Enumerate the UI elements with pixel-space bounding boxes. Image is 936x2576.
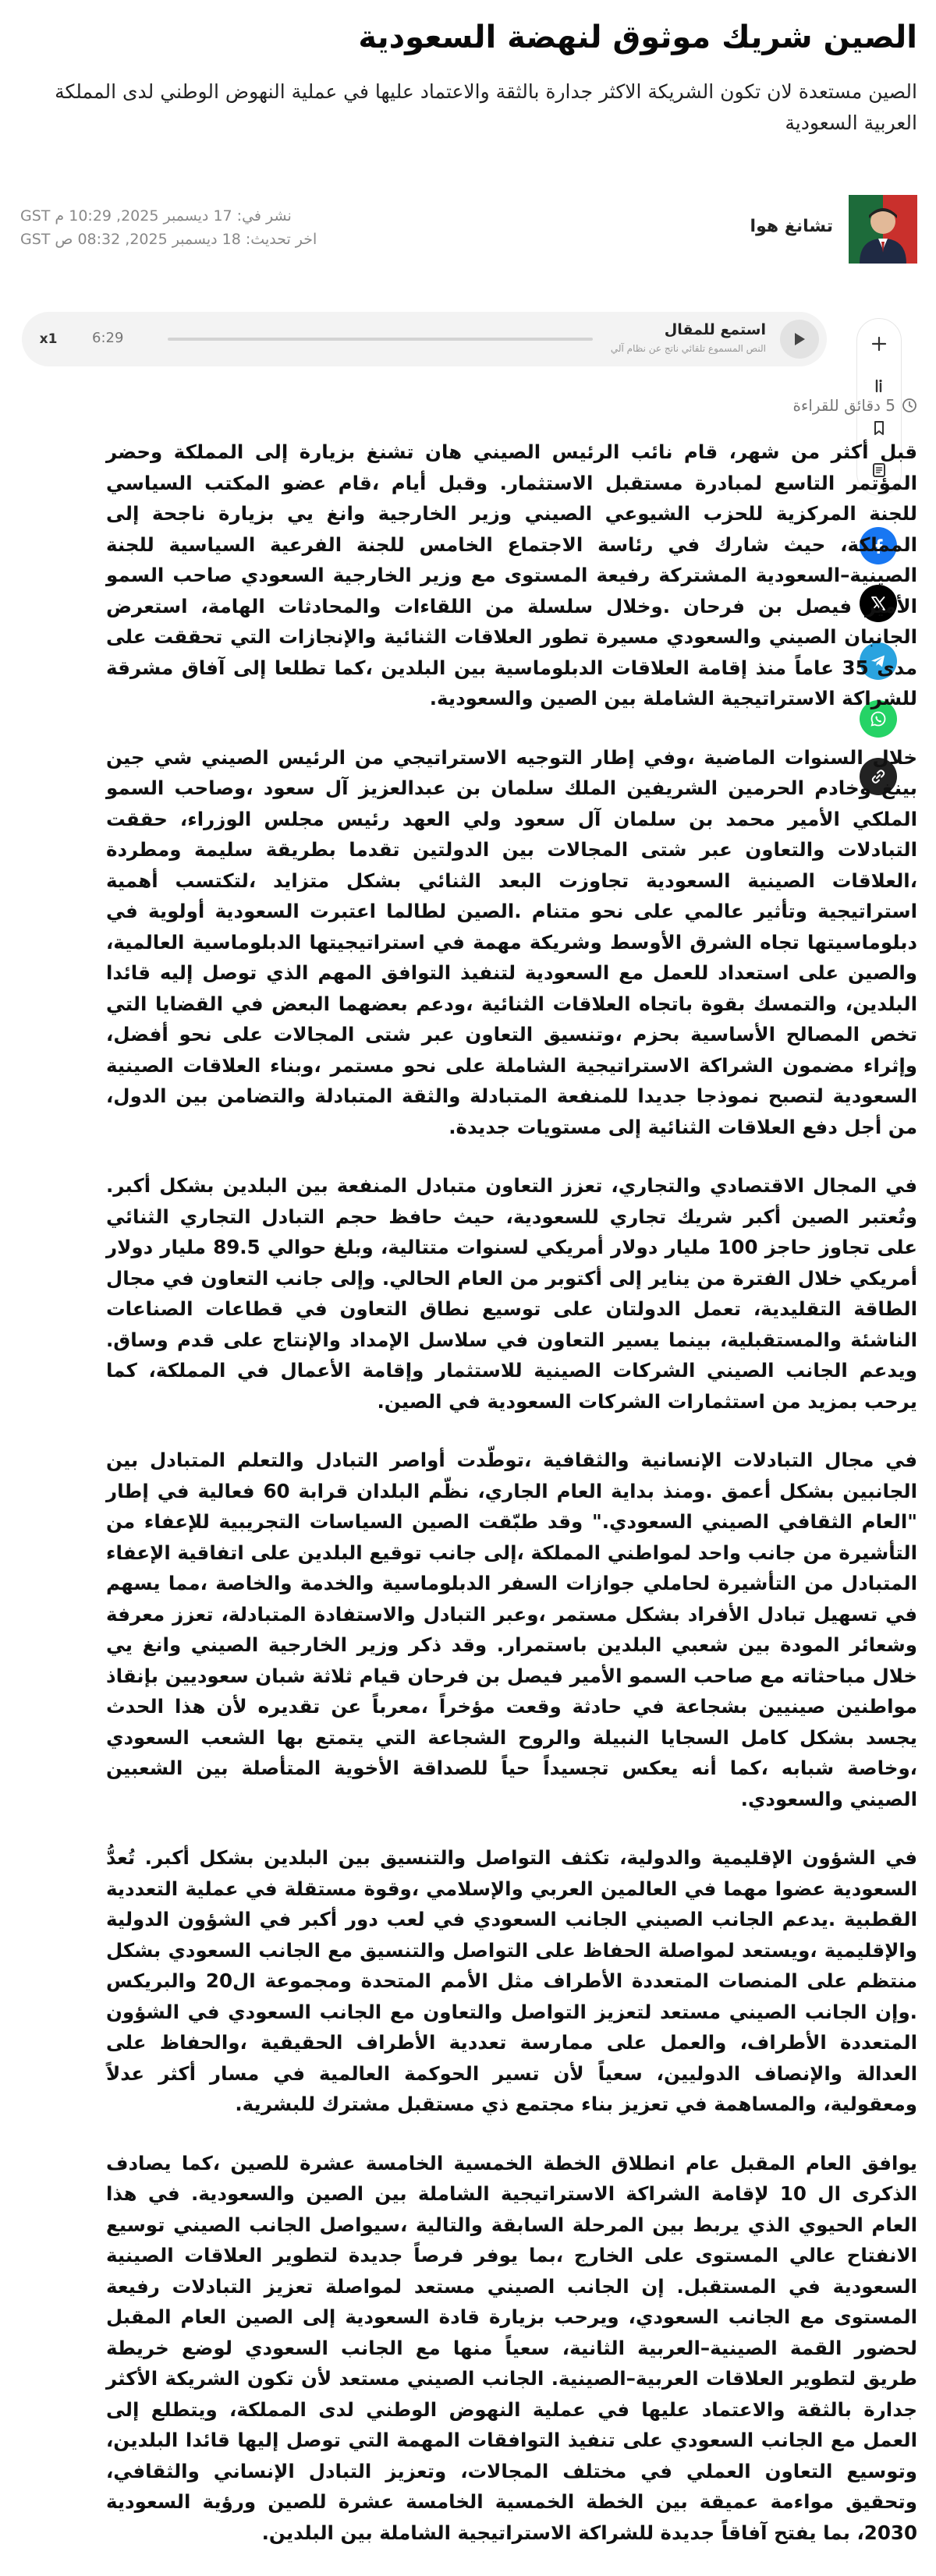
play-icon <box>792 331 807 348</box>
body-paragraph: في الشؤون الإقليمية والدولية، تكثف التواصل والتنسيق بين البلدين بشكل أكبر. تُعدُّ السعودية عضوا مهما في العالمين العربي والإسلامي ،وقوة مستقلة في عملية التعددية القطبية .يدعم الجانب الصيني الجانب السعودي في لعب دور أكبر في الشؤون الدولية والإقليمية ،ويستعد لمواصلة الحفاظ على التواصل والتنسيق مع الجانب السعودي بشكل منتظم على المنصات المتعددة الأطراف مثل الأمم المتحدة ومجموعة ال20 والبريكس .وإن الجانب الصيني مستعد لتعزيز التواصل والتعاون مع الجانب السعودي في الشؤون المتعددة الأطراف، والعمل على ممارسة تعددية الأطراف الحقيقية ،والحفاظ على العدالة والإنصاف الدوليين، سعياً لأن تسير الحوكمة العالمية في مسار أكثر عدلاً ومعقولية، والمساهمة في تعزيز بناء مجتمع ذي مستقبل مشترك للبشرية. <box>106 1846 917 2115</box>
plus-icon <box>870 335 888 352</box>
body-paragraph: في المجال الاقتصادي والتجاري، تعزز التعاون متبادل المنفعة بين البلدين بشكل أكبر. وتُعتبر الصين أكبر شريك تجاري للسعودية، حيث حافظ حجم التبادل التجاري الثنائي على تجاوز حاجز 100 مليار دولار أمريكي لسنوات متتالية، وبلغ حوالي 89.5 مليار دولار أمريكي خلال الفترة من يناير إلى أكتوبر من العام الحالي. وإلى جانب التعاون في مجال الطاقة التقليدية، تعمل الدولتان على توسيع نطاق التعاون في قطاعات الصناعات الناشئة والمستقبلية، بينما يسير التعاون في سلاسل الإمداد والإنتاج على قدم وساق. ويدعم الجانب الصيني الشركات الصينية للاستثمار وإقامة الأعمال في المملكة، كما يرحب بمزيد من استثمارات الشركات السعودية في الصين. <box>106 1174 917 1413</box>
published-date: نشر في: 17 ديسمبر 2025, 10:29 م GST <box>20 207 292 225</box>
player-subtitle: النص المسموع تلقائي ناتج عن نظام آلي <box>610 343 766 354</box>
body-paragraph: خلال السنوات الماضية ،وفي إطار التوجيه الاستراتيجي من الرئيس الصيني شي جين بينغ وخادم الحرمين الشريفين الملك سلمان بن عبدالعزيز آل سعود ،وصاحب السمو الملكي الأمير محمد بن سلمان آل سعود ولي العهد رئيس مجلس الوزراء، حققت التبادلات والتعاون عبر شتى المجالات بين الدولتين تقدما بطريقة سليمة ومطردة ،العلاقات الصينية السعودية تجاوزت البعد الثنائي بشكل متزايد ،لتكتسب أهمية استراتيجية وتأثير عالمي على نحو متنام .الصين لطالما اعتبرت السعودية أولوية في دبلوماسيتها تجاه الشرق الأوسط وشريكة مهمة في استراتيجيتها الدبلوماسية العالمية، والصين على استعداد للعمل مع السعودية لتنفيذ التوافق المهم الذي توصل إليه قائدا البلدين، والتمسك بقوة باتجاه العلاقات الثنائية ،ودعم بعضهما البعض في القضايا التي تخص المصالح الأساسية بحزم ،وتنسيق التعاون عبر شتى المجالات على نحو أفضل، وإثراء مضمون الشراكة الاستراتيجية الشاملة على نحو مستمر ،وبناء العلاقات الصينية السعودية لتصبح نموذجا جديدا للمنفعة المتبادلة والثقة المتبادلة والتضامن بين الدول، من أجل دفع العلاقات الثنائية إلى مستويات جديدة. <box>106 745 917 1138</box>
article-body <box>106 437 917 2576</box>
text-size-icon <box>870 377 888 395</box>
article-dek: الصين مستعدة لان تكون الشريكة الاكثر جدارة بالثقة والاعتماد عليها في عملية النهوض الوطني لدى المملكة العربية السعودية <box>55 80 917 134</box>
author-avatar[interactable] <box>849 195 917 264</box>
article-headline: الصين شريك موثوق لنهضة السعودية <box>358 19 917 55</box>
read-time <box>792 396 917 415</box>
read-time-label: 5 دقائق للقراءة <box>792 396 895 415</box>
player-title: استمع للمقال <box>664 321 766 338</box>
byline <box>20 190 917 268</box>
play-button[interactable] <box>780 320 819 359</box>
bookmark-icon <box>870 419 888 437</box>
player-duration: 6:29 <box>92 330 124 346</box>
clock-icon <box>902 398 917 413</box>
article-dates <box>20 204 317 251</box>
author-name[interactable]: تشانغ هوا <box>750 217 833 236</box>
font-size-button[interactable] <box>860 325 898 363</box>
audio-player <box>22 312 827 366</box>
speed-button[interactable]: x1 <box>39 331 58 347</box>
body-paragraph: يوافق العام المقبل عام انطلاق الخطة الخمسية الخامسة عشرة للصين ،كما يصادف الذكرى ال 10 لإقامة الشراكة الاستراتيجية الشاملة بين الصين والسعودية. في هذا العام الحيوي الذي يربط بين المرحلة السابقة والتالية ،سيواصل الجانب الصيني توسيع الانفتاح عالي المستوى على الخارج ،بما يوفر فرصاً جديدة لتطوير العلاقات الصينية السعودية في المستقبل. إن الجانب الصيني مستعد لمواصلة تعزيز التبادلات رفيعة المستوى مع الجانب السعودي، ويرحب بزيارة قادة السعودية إلى الصين العام المقبل لحضور القمة الصينية–العربية الثانية، سعياً منها مع الجانب السعودي لوضع خريطة طريق لتطوير العلاقات العربية–الصينية. الجانب الصيني مستعد لأن تكون الشريكة الأكثر جدارة بالثقة والاعتماد عليها في عملية النهوض الوطني لدى المملكة، ويتطلع إلى العمل مع الجانب السعودي على تنفيذ التوافقات المهمة التي توصل إليها قائدا البلدين، وتوسيع التعاون العملي في مختلف المجالات، وتعزيز التبادل الإنساني والثقافي، وتحقيق مواءمة عميقة بين الخطة الخمسية الخامسة عشرة للصين ورؤية السعودية 2030، بما يفتح آفاقاً جديدة للشراكة الاستراتيجية الشاملة بين البلدين. <box>106 2151 917 2544</box>
progress-bar[interactable] <box>168 338 593 341</box>
body-paragraph: قبل أكثر من شهر، قام نائب الرئيس الصيني هان تشنغ بزيارة إلى المملكة وحضر المؤتمر التاسع لمبادرة مستقبل الاستثمار. وقبل أيام ،قام عضو المكتب السياسي للجنة المركزية للحزب الشيوعي الصيني وزير الخارجية وانغ يي بزيارة ناجحة إلى المملكة، حيث شارك في رئاسة الاجتماع الخامس للجنة الفرعية السياسية للجنة الصينية–السعودية المشتركة رفيعة المستوى مع وزير الخارجية السعودي صاحب السمو الأمير فيصل بن فرحان .وخلال سلسلة من اللقاءات والمحادثات الهامة، استعرض الجانبان الصيني والسعودي مسيرة تطور العلاقات الثنائية والإنجازات التي تحققت على مدى 35 عاماً منذ إقامة العلاقات الدبلوماسية بين البلدين ،كما تطلعا إلى آفاق مشرقة للشراكة الاستراتيجية الشاملة بين الصين والسعودية. <box>106 441 918 709</box>
updated-date: اخر تحديث: 18 ديسمبر 2025, 08:32 ص GST <box>20 231 317 248</box>
body-paragraph: في مجال التبادلات الإنسانية والثقافية ،توطّدت أواصر التبادل والتعلم المتبادل بين الجانبين بشكل أعمق .ومنذ بداية العام الجاري، نظّم البلدان قرابة 60 فعالية في إطار "العام الثقافي الصيني السعودي." وقد طبّقت الصين السياسات التجريبية للإعفاء من التأشيرة من جانب واحد لمواطني المملكة ،إلى جانب توقيع البلدين على اتفاقية الإعفاء المتبادل من التأشيرة لحاملي جوازات السفر الدبلوماسية والخدمة والخاصة ،مما يسهم في تسهيل تبادل الأفراد بشكل مستمر ،وعبر التبادل والاستفادة المتبادلة، تعزز معرفة وشعائر المودة بين شعبي البلدين باستمرار. وقد ذكر وزير الخارجية الصيني وانغ يي خلال مباحثاته مع صاحب السمو الأمير فيصل بن فرحان قيام ثلاثة شبان سعوديين بإنقاذ مواطنين صينيين بشجاعة في حادثة وقعت مؤخراً ،معرباً عن تقديره لأن هذا الحدث يجسد بشكل كامل السجايا النبيلة والروح الشجاعة التي يتمتع بها الشعب السعودي ،وخاصة شبابه ،كما أنه يعكس تجسيداً حياً للصداقة الأخوية المتأصلة بين الشعبين الصيني والسعودي. <box>106 1449 918 1810</box>
